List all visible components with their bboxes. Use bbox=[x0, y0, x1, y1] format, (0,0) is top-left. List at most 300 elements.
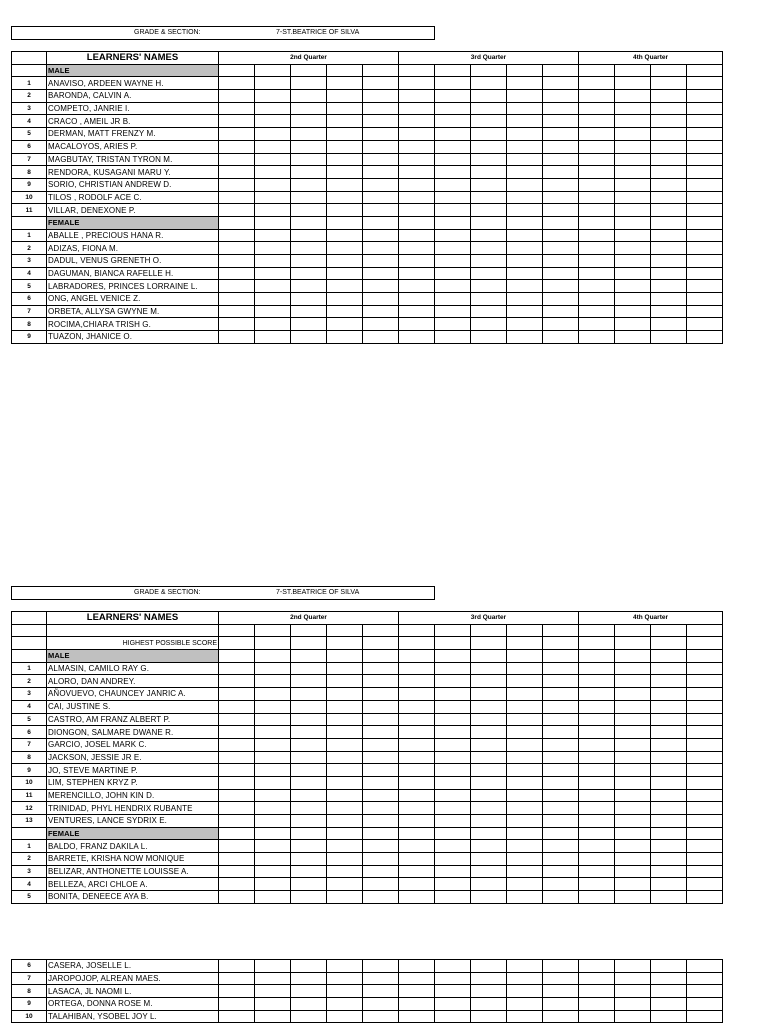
score-cell[interactable] bbox=[219, 102, 255, 115]
score-cell[interactable] bbox=[291, 700, 327, 713]
score-cell[interactable] bbox=[543, 64, 579, 77]
score-cell[interactable] bbox=[687, 891, 723, 904]
score-cell[interactable] bbox=[687, 675, 723, 688]
score-cell[interactable] bbox=[219, 115, 255, 128]
score-cell[interactable] bbox=[399, 280, 435, 293]
score-cell[interactable] bbox=[651, 178, 687, 191]
score-cell[interactable] bbox=[219, 64, 255, 77]
score-cell[interactable] bbox=[435, 891, 471, 904]
score-cell[interactable] bbox=[579, 178, 615, 191]
score-cell[interactable] bbox=[291, 255, 327, 268]
score-cell[interactable] bbox=[363, 815, 399, 828]
score-cell[interactable] bbox=[579, 738, 615, 751]
score-cell[interactable] bbox=[651, 960, 687, 973]
score-cell[interactable] bbox=[507, 878, 543, 891]
score-cell[interactable] bbox=[507, 64, 543, 77]
score-cell[interactable] bbox=[435, 216, 471, 229]
score-cell[interactable] bbox=[291, 637, 327, 650]
score-cell[interactable] bbox=[435, 840, 471, 853]
score-cell[interactable] bbox=[363, 1010, 399, 1023]
score-cell[interactable] bbox=[651, 216, 687, 229]
score-cell[interactable] bbox=[687, 153, 723, 166]
score-cell[interactable] bbox=[219, 280, 255, 293]
score-cell[interactable] bbox=[507, 1010, 543, 1023]
score-cell[interactable] bbox=[291, 764, 327, 777]
score-cell[interactable] bbox=[615, 853, 651, 866]
score-cell[interactable] bbox=[579, 751, 615, 764]
score-cell[interactable] bbox=[327, 305, 363, 318]
score-cell[interactable] bbox=[615, 624, 651, 637]
score-cell[interactable] bbox=[543, 331, 579, 344]
score-cell[interactable] bbox=[579, 331, 615, 344]
score-cell[interactable] bbox=[471, 153, 507, 166]
score-cell[interactable] bbox=[651, 827, 687, 840]
score-cell[interactable] bbox=[435, 293, 471, 306]
score-cell[interactable] bbox=[435, 1010, 471, 1023]
score-cell[interactable] bbox=[219, 840, 255, 853]
score-cell[interactable] bbox=[615, 255, 651, 268]
score-cell[interactable] bbox=[219, 802, 255, 815]
score-cell[interactable] bbox=[471, 305, 507, 318]
score-cell[interactable] bbox=[399, 972, 435, 985]
score-cell[interactable] bbox=[543, 675, 579, 688]
score-cell[interactable] bbox=[255, 675, 291, 688]
score-cell[interactable] bbox=[543, 255, 579, 268]
score-cell[interactable] bbox=[399, 64, 435, 77]
score-cell[interactable] bbox=[255, 216, 291, 229]
score-cell[interactable] bbox=[507, 255, 543, 268]
score-cell[interactable] bbox=[219, 1010, 255, 1023]
score-cell[interactable] bbox=[543, 840, 579, 853]
score-cell[interactable] bbox=[507, 90, 543, 103]
score-cell[interactable] bbox=[363, 827, 399, 840]
score-cell[interactable] bbox=[543, 637, 579, 650]
score-cell[interactable] bbox=[507, 267, 543, 280]
score-cell[interactable] bbox=[687, 713, 723, 726]
score-cell[interactable] bbox=[615, 675, 651, 688]
score-cell[interactable] bbox=[615, 972, 651, 985]
score-cell[interactable] bbox=[327, 802, 363, 815]
score-cell[interactable] bbox=[291, 178, 327, 191]
score-cell[interactable] bbox=[255, 267, 291, 280]
score-cell[interactable] bbox=[399, 305, 435, 318]
score-cell[interactable] bbox=[615, 267, 651, 280]
score-cell[interactable] bbox=[651, 267, 687, 280]
score-cell[interactable] bbox=[543, 293, 579, 306]
score-cell[interactable] bbox=[471, 166, 507, 179]
score-cell[interactable] bbox=[291, 318, 327, 331]
score-cell[interactable] bbox=[507, 840, 543, 853]
score-cell[interactable] bbox=[255, 255, 291, 268]
score-cell[interactable] bbox=[615, 802, 651, 815]
score-cell[interactable] bbox=[255, 280, 291, 293]
score-cell[interactable] bbox=[219, 191, 255, 204]
score-cell[interactable] bbox=[579, 840, 615, 853]
score-cell[interactable] bbox=[687, 64, 723, 77]
score-cell[interactable] bbox=[219, 764, 255, 777]
score-cell[interactable] bbox=[687, 90, 723, 103]
score-cell[interactable] bbox=[651, 637, 687, 650]
score-cell[interactable] bbox=[219, 688, 255, 701]
score-cell[interactable] bbox=[615, 191, 651, 204]
score-cell[interactable] bbox=[687, 972, 723, 985]
score-cell[interactable] bbox=[327, 115, 363, 128]
score-cell[interactable] bbox=[219, 662, 255, 675]
score-cell[interactable] bbox=[363, 853, 399, 866]
score-cell[interactable] bbox=[507, 115, 543, 128]
score-cell[interactable] bbox=[363, 764, 399, 777]
score-cell[interactable] bbox=[399, 815, 435, 828]
score-cell[interactable] bbox=[363, 713, 399, 726]
score-cell[interactable] bbox=[435, 166, 471, 179]
score-cell[interactable] bbox=[651, 972, 687, 985]
score-cell[interactable] bbox=[543, 128, 579, 141]
score-cell[interactable] bbox=[291, 972, 327, 985]
score-cell[interactable] bbox=[651, 802, 687, 815]
score-cell[interactable] bbox=[435, 726, 471, 739]
score-cell[interactable] bbox=[543, 827, 579, 840]
score-cell[interactable] bbox=[327, 827, 363, 840]
score-cell[interactable] bbox=[435, 102, 471, 115]
score-cell[interactable] bbox=[363, 891, 399, 904]
score-cell[interactable] bbox=[363, 985, 399, 998]
score-cell[interactable] bbox=[579, 166, 615, 179]
score-cell[interactable] bbox=[327, 267, 363, 280]
score-cell[interactable] bbox=[363, 102, 399, 115]
score-cell[interactable] bbox=[507, 853, 543, 866]
score-cell[interactable] bbox=[615, 815, 651, 828]
score-cell[interactable] bbox=[507, 293, 543, 306]
score-cell[interactable] bbox=[399, 985, 435, 998]
score-cell[interactable] bbox=[291, 738, 327, 751]
score-cell[interactable] bbox=[435, 229, 471, 242]
score-cell[interactable] bbox=[219, 140, 255, 153]
score-cell[interactable] bbox=[471, 675, 507, 688]
score-cell[interactable] bbox=[399, 128, 435, 141]
score-cell[interactable] bbox=[363, 128, 399, 141]
score-cell[interactable] bbox=[543, 713, 579, 726]
score-cell[interactable] bbox=[471, 960, 507, 973]
score-cell[interactable] bbox=[363, 637, 399, 650]
score-cell[interactable] bbox=[327, 764, 363, 777]
score-cell[interactable] bbox=[399, 637, 435, 650]
score-cell[interactable] bbox=[363, 153, 399, 166]
score-cell[interactable] bbox=[543, 751, 579, 764]
score-cell[interactable] bbox=[579, 985, 615, 998]
score-cell[interactable] bbox=[219, 637, 255, 650]
score-cell[interactable] bbox=[219, 166, 255, 179]
score-cell[interactable] bbox=[399, 166, 435, 179]
score-cell[interactable] bbox=[543, 318, 579, 331]
score-cell[interactable] bbox=[615, 891, 651, 904]
score-cell[interactable] bbox=[471, 64, 507, 77]
score-cell[interactable] bbox=[435, 776, 471, 789]
score-cell[interactable] bbox=[219, 891, 255, 904]
score-cell[interactable] bbox=[507, 305, 543, 318]
score-cell[interactable] bbox=[579, 998, 615, 1011]
score-cell[interactable] bbox=[255, 77, 291, 90]
score-cell[interactable] bbox=[615, 280, 651, 293]
score-cell[interactable] bbox=[291, 776, 327, 789]
score-cell[interactable] bbox=[579, 153, 615, 166]
score-cell[interactable] bbox=[507, 713, 543, 726]
score-cell[interactable] bbox=[615, 776, 651, 789]
score-cell[interactable] bbox=[327, 1010, 363, 1023]
score-cell[interactable] bbox=[291, 751, 327, 764]
score-cell[interactable] bbox=[615, 998, 651, 1011]
score-cell[interactable] bbox=[543, 280, 579, 293]
score-cell[interactable] bbox=[399, 840, 435, 853]
score-cell[interactable] bbox=[651, 255, 687, 268]
score-cell[interactable] bbox=[291, 115, 327, 128]
score-cell[interactable] bbox=[363, 688, 399, 701]
score-cell[interactable] bbox=[507, 802, 543, 815]
score-cell[interactable] bbox=[291, 878, 327, 891]
score-cell[interactable] bbox=[399, 229, 435, 242]
score-cell[interactable] bbox=[219, 178, 255, 191]
score-cell[interactable] bbox=[543, 191, 579, 204]
score-cell[interactable] bbox=[579, 255, 615, 268]
score-cell[interactable] bbox=[615, 153, 651, 166]
score-cell[interactable] bbox=[507, 242, 543, 255]
score-cell[interactable] bbox=[687, 662, 723, 675]
score-cell[interactable] bbox=[255, 802, 291, 815]
score-cell[interactable] bbox=[543, 789, 579, 802]
score-cell[interactable] bbox=[399, 331, 435, 344]
score-cell[interactable] bbox=[327, 293, 363, 306]
score-cell[interactable] bbox=[687, 688, 723, 701]
score-cell[interactable] bbox=[435, 191, 471, 204]
score-cell[interactable] bbox=[291, 853, 327, 866]
score-cell[interactable] bbox=[435, 865, 471, 878]
score-cell[interactable] bbox=[435, 77, 471, 90]
score-cell[interactable] bbox=[435, 204, 471, 217]
score-cell[interactable] bbox=[687, 776, 723, 789]
score-cell[interactable] bbox=[507, 166, 543, 179]
score-cell[interactable] bbox=[471, 280, 507, 293]
score-cell[interactable] bbox=[399, 204, 435, 217]
score-cell[interactable] bbox=[255, 650, 291, 663]
score-cell[interactable] bbox=[327, 166, 363, 179]
score-cell[interactable] bbox=[291, 998, 327, 1011]
score-cell[interactable] bbox=[579, 204, 615, 217]
score-cell[interactable] bbox=[579, 229, 615, 242]
score-cell[interactable] bbox=[219, 650, 255, 663]
score-cell[interactable] bbox=[219, 90, 255, 103]
score-cell[interactable] bbox=[219, 776, 255, 789]
score-cell[interactable] bbox=[615, 662, 651, 675]
score-cell[interactable] bbox=[543, 891, 579, 904]
score-cell[interactable] bbox=[579, 64, 615, 77]
score-cell[interactable] bbox=[471, 802, 507, 815]
score-cell[interactable] bbox=[399, 293, 435, 306]
score-cell[interactable] bbox=[363, 675, 399, 688]
score-cell[interactable] bbox=[687, 726, 723, 739]
score-cell[interactable] bbox=[687, 331, 723, 344]
score-cell[interactable] bbox=[399, 90, 435, 103]
score-cell[interactable] bbox=[327, 64, 363, 77]
score-cell[interactable] bbox=[255, 115, 291, 128]
score-cell[interactable] bbox=[651, 90, 687, 103]
score-cell[interactable] bbox=[219, 267, 255, 280]
score-cell[interactable] bbox=[471, 891, 507, 904]
score-cell[interactable] bbox=[615, 726, 651, 739]
score-cell[interactable] bbox=[399, 318, 435, 331]
score-cell[interactable] bbox=[327, 77, 363, 90]
score-cell[interactable] bbox=[471, 650, 507, 663]
score-cell[interactable] bbox=[471, 840, 507, 853]
score-cell[interactable] bbox=[471, 827, 507, 840]
score-cell[interactable] bbox=[651, 662, 687, 675]
score-cell[interactable] bbox=[687, 827, 723, 840]
score-cell[interactable] bbox=[435, 802, 471, 815]
score-cell[interactable] bbox=[327, 191, 363, 204]
score-cell[interactable] bbox=[219, 216, 255, 229]
score-cell[interactable] bbox=[543, 267, 579, 280]
score-cell[interactable] bbox=[507, 153, 543, 166]
score-cell[interactable] bbox=[327, 713, 363, 726]
score-cell[interactable] bbox=[471, 688, 507, 701]
score-cell[interactable] bbox=[507, 764, 543, 777]
score-cell[interactable] bbox=[435, 255, 471, 268]
score-cell[interactable] bbox=[579, 700, 615, 713]
score-cell[interactable] bbox=[255, 191, 291, 204]
score-cell[interactable] bbox=[435, 789, 471, 802]
score-cell[interactable] bbox=[471, 216, 507, 229]
score-cell[interactable] bbox=[543, 90, 579, 103]
score-cell[interactable] bbox=[399, 675, 435, 688]
score-cell[interactable] bbox=[363, 776, 399, 789]
score-cell[interactable] bbox=[399, 267, 435, 280]
score-cell[interactable] bbox=[219, 624, 255, 637]
score-cell[interactable] bbox=[543, 216, 579, 229]
score-cell[interactable] bbox=[399, 115, 435, 128]
score-cell[interactable] bbox=[579, 280, 615, 293]
score-cell[interactable] bbox=[399, 853, 435, 866]
score-cell[interactable] bbox=[291, 726, 327, 739]
score-cell[interactable] bbox=[471, 713, 507, 726]
score-cell[interactable] bbox=[507, 229, 543, 242]
score-cell[interactable] bbox=[507, 216, 543, 229]
score-cell[interactable] bbox=[435, 662, 471, 675]
score-cell[interactable] bbox=[579, 960, 615, 973]
score-cell[interactable] bbox=[435, 242, 471, 255]
score-cell[interactable] bbox=[687, 305, 723, 318]
score-cell[interactable] bbox=[399, 751, 435, 764]
score-cell[interactable] bbox=[291, 293, 327, 306]
score-cell[interactable] bbox=[255, 960, 291, 973]
score-cell[interactable] bbox=[651, 688, 687, 701]
score-cell[interactable] bbox=[687, 802, 723, 815]
score-cell[interactable] bbox=[435, 713, 471, 726]
score-cell[interactable] bbox=[651, 204, 687, 217]
score-cell[interactable] bbox=[471, 662, 507, 675]
score-cell[interactable] bbox=[363, 998, 399, 1011]
score-cell[interactable] bbox=[471, 318, 507, 331]
score-cell[interactable] bbox=[291, 204, 327, 217]
score-cell[interactable] bbox=[363, 650, 399, 663]
score-cell[interactable] bbox=[615, 865, 651, 878]
score-cell[interactable] bbox=[651, 751, 687, 764]
score-cell[interactable] bbox=[327, 840, 363, 853]
score-cell[interactable] bbox=[327, 90, 363, 103]
score-cell[interactable] bbox=[579, 90, 615, 103]
score-cell[interactable] bbox=[651, 675, 687, 688]
score-cell[interactable] bbox=[507, 140, 543, 153]
score-cell[interactable] bbox=[651, 726, 687, 739]
score-cell[interactable] bbox=[399, 865, 435, 878]
score-cell[interactable] bbox=[399, 662, 435, 675]
score-cell[interactable] bbox=[291, 802, 327, 815]
score-cell[interactable] bbox=[651, 776, 687, 789]
score-cell[interactable] bbox=[507, 662, 543, 675]
score-cell[interactable] bbox=[615, 102, 651, 115]
score-cell[interactable] bbox=[543, 77, 579, 90]
score-cell[interactable] bbox=[507, 191, 543, 204]
score-cell[interactable] bbox=[255, 776, 291, 789]
score-cell[interactable] bbox=[327, 140, 363, 153]
score-cell[interactable] bbox=[435, 960, 471, 973]
score-cell[interactable] bbox=[543, 1010, 579, 1023]
score-cell[interactable] bbox=[687, 229, 723, 242]
score-cell[interactable] bbox=[543, 853, 579, 866]
score-cell[interactable] bbox=[615, 738, 651, 751]
score-cell[interactable] bbox=[255, 624, 291, 637]
score-cell[interactable] bbox=[507, 128, 543, 141]
score-cell[interactable] bbox=[219, 331, 255, 344]
score-cell[interactable] bbox=[219, 865, 255, 878]
score-cell[interactable] bbox=[363, 140, 399, 153]
score-cell[interactable] bbox=[543, 764, 579, 777]
score-cell[interactable] bbox=[327, 688, 363, 701]
score-cell[interactable] bbox=[507, 827, 543, 840]
score-cell[interactable] bbox=[543, 153, 579, 166]
score-cell[interactable] bbox=[435, 972, 471, 985]
score-cell[interactable] bbox=[471, 102, 507, 115]
score-cell[interactable] bbox=[219, 229, 255, 242]
score-cell[interactable] bbox=[615, 331, 651, 344]
score-cell[interactable] bbox=[579, 815, 615, 828]
score-cell[interactable] bbox=[291, 305, 327, 318]
score-cell[interactable] bbox=[471, 90, 507, 103]
score-cell[interactable] bbox=[615, 64, 651, 77]
score-cell[interactable] bbox=[579, 1010, 615, 1023]
score-cell[interactable] bbox=[687, 191, 723, 204]
score-cell[interactable] bbox=[435, 318, 471, 331]
score-cell[interactable] bbox=[219, 204, 255, 217]
score-cell[interactable] bbox=[363, 178, 399, 191]
score-cell[interactable] bbox=[687, 77, 723, 90]
score-cell[interactable] bbox=[327, 331, 363, 344]
score-cell[interactable] bbox=[507, 776, 543, 789]
score-cell[interactable] bbox=[363, 700, 399, 713]
score-cell[interactable] bbox=[219, 878, 255, 891]
score-cell[interactable] bbox=[363, 751, 399, 764]
score-cell[interactable] bbox=[471, 115, 507, 128]
score-cell[interactable] bbox=[651, 853, 687, 866]
score-cell[interactable] bbox=[651, 77, 687, 90]
score-cell[interactable] bbox=[255, 662, 291, 675]
score-cell[interactable] bbox=[435, 764, 471, 777]
score-cell[interactable] bbox=[507, 891, 543, 904]
score-cell[interactable] bbox=[363, 305, 399, 318]
score-cell[interactable] bbox=[687, 293, 723, 306]
score-cell[interactable] bbox=[615, 166, 651, 179]
score-cell[interactable] bbox=[471, 878, 507, 891]
score-cell[interactable] bbox=[579, 77, 615, 90]
score-cell[interactable] bbox=[327, 216, 363, 229]
score-cell[interactable] bbox=[543, 229, 579, 242]
